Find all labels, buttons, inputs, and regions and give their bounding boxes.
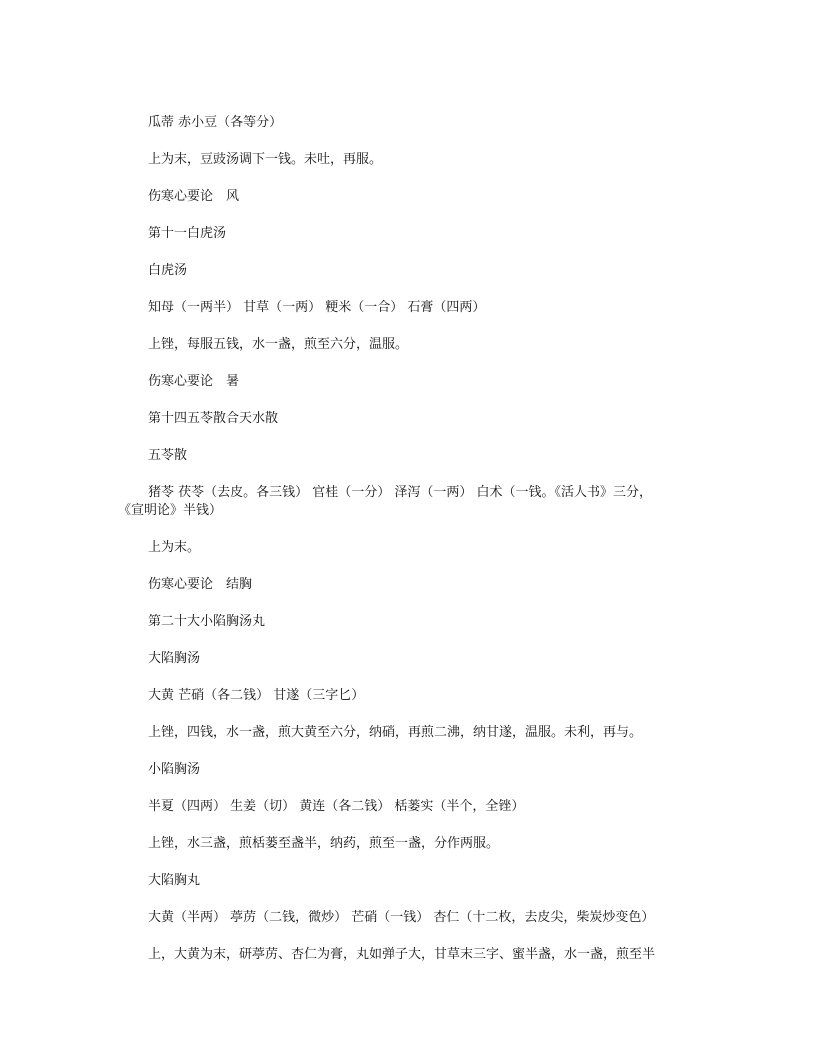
ingredients-wuling-line-1: 猪苓 茯苓（去皮。各三钱） 官桂（一分） 泽泻（一两） 白术（一钱。《活人书》三分， [148,485,653,500]
instructions-daxianxiong-wan: 上，大黄为末，研葶苈、杏仁为膏，丸如弹子大，甘草末三字、蜜半盏，水一盏，煎至半 [148,947,656,962]
instructions-wuling: 上为末。 [148,540,201,555]
section-heading-wind: 伤寒心要论 风 [148,189,240,204]
paragraph-1: 瓜蒂 赤小豆（各等分） [148,115,283,130]
ingredients-wuling [118,484,708,520]
formula-title-wuling: 五苓散 [148,448,188,463]
ingredients-daxianxiong-tang: 大黄 芒硝（各二钱） 甘遂（三字匕） [148,688,365,703]
document-body [118,114,708,983]
instructions-xiaoxianxiong-tang: 上锉，水三盏，煎栝蒌至盏半，纳药，煎至一盏，分作两服。 [148,836,500,851]
ingredients-xiaoxianxiong-tang: 半夏（四两） 生姜（切） 黄连（各二钱） 栝蒌实（半个，全锉） [148,799,525,814]
paragraph-2: 上为末，豆豉汤调下一钱。未吐，再服。 [148,152,383,167]
formula-title-daxianxiong-tang: 大陷胸汤 [148,651,201,666]
chapter-heading-20: 第二十大小陷胸汤丸 [148,614,266,629]
chapter-heading-11: 第十一白虎汤 [148,226,227,241]
ingredients-wuling-line-2: 《宣明论》半钱） [118,503,223,518]
instructions-daxianxiong-tang: 上锉，四钱，水一盏，煎大黄至六分，纳硝，再煎二沸，纳甘遂，温服。未利，再与。 [148,725,643,740]
formula-title-daxianxiong-wan: 大陷胸丸 [148,873,201,888]
instructions-baihu: 上锉，每服五钱，水一盏，煎至六分，温服。 [148,337,409,352]
formula-title-xiaoxianxiong-tang: 小陷胸汤 [148,762,201,777]
section-heading-summer-heat: 伤寒心要论 暑 [148,374,240,389]
ingredients-baihu: 知母（一两半） 甘草（一两） 粳米（一合） 石膏（四两） [148,300,486,315]
chapter-heading-14: 第十四五苓散合天水散 [148,411,279,426]
section-heading-chest-bind: 伤寒心要论 结胸 [148,577,253,592]
formula-title-baihu: 白虎汤 [148,263,188,278]
ingredients-daxianxiong-wan: 大黄（半两） 葶苈（二钱，微炒） 芒硝（一钱） 杏仁（十二枚，去皮尖，柴炭炒变色） [148,910,655,925]
